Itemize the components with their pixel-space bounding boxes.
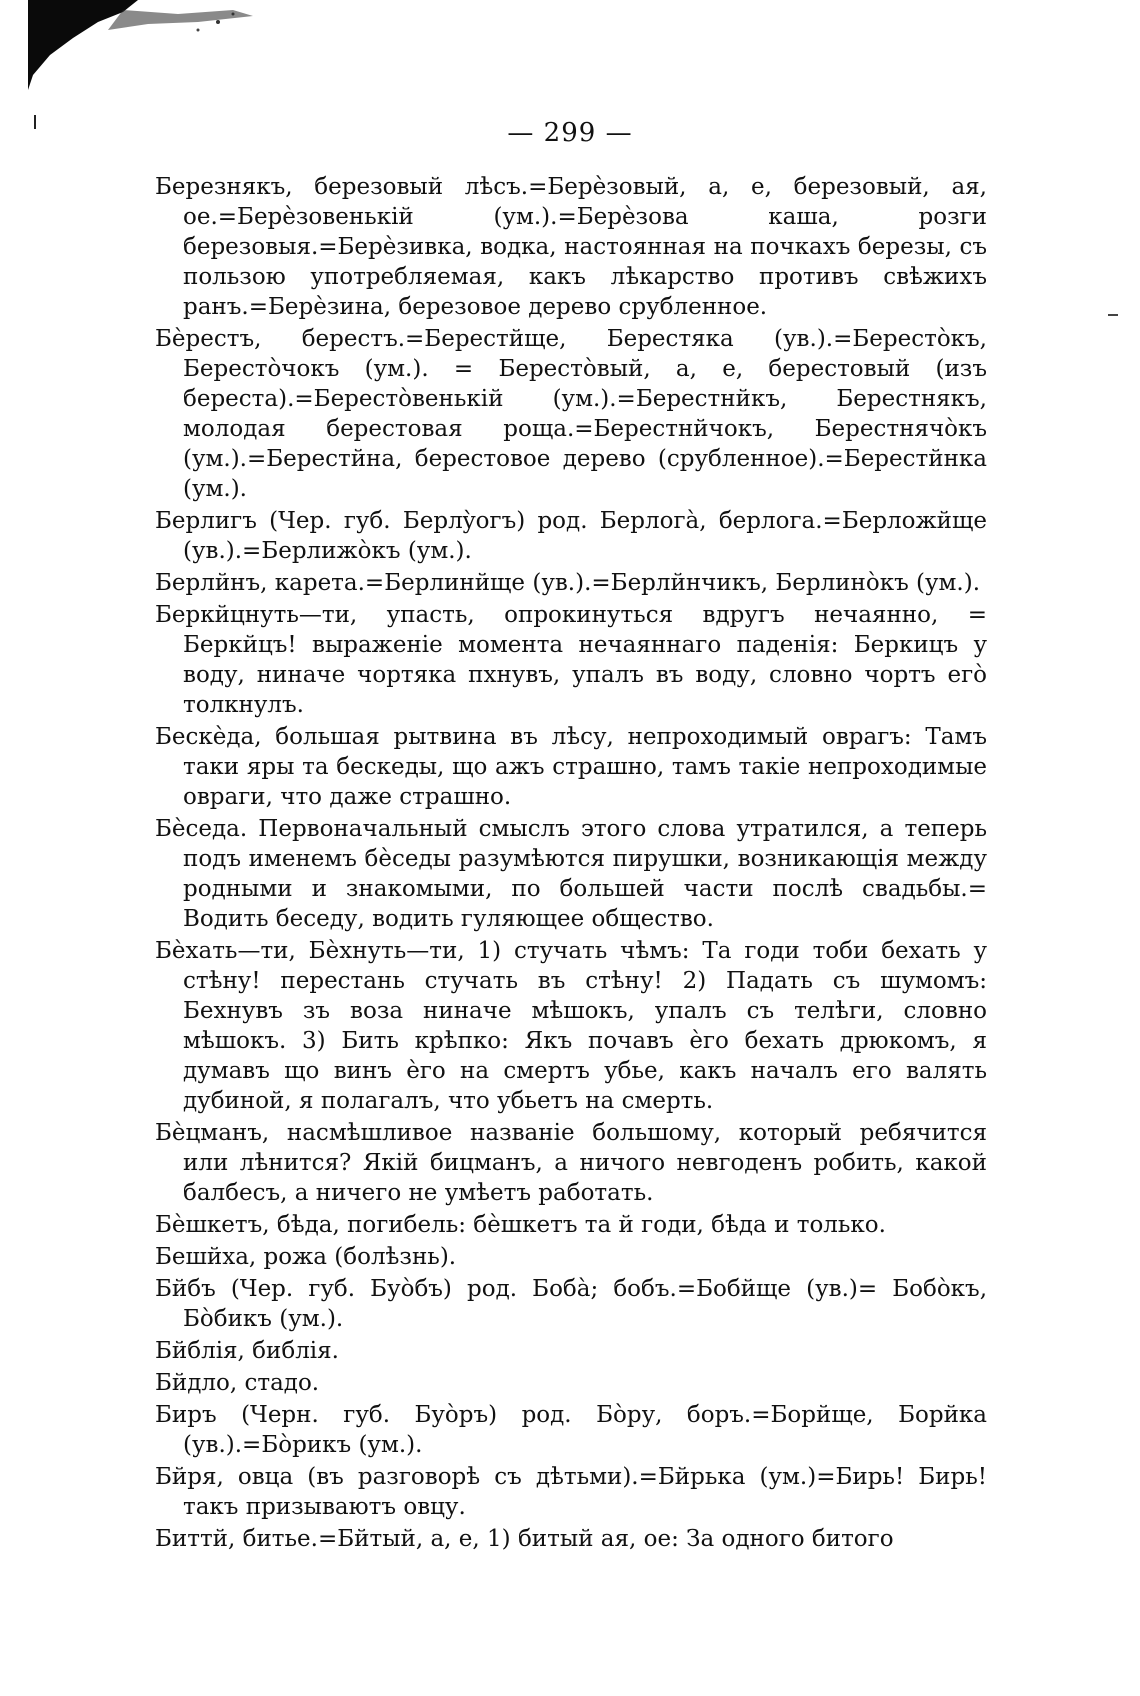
dictionary-entry: Бѐрестъ, берестъ.=Берестйще, Берестяка (ув.).=Берестòкъ, Берестòчокъ (ум.). = Берестòвый, а, е, берестовый (изъ береста).=Берестòвенькій (ум.).=Берестнйкъ, Берестнякъ, молодая берестовая роща.=Берестнйчокъ, Берестнячòкъ (ум.).=Берестйна, берестовое дерево (срубленное).=Берестйнка (ум.). xyxy=(155,326,987,502)
dictionary-entry: Бѐцманъ, насмѣшливое названіе большому, который ребячится или лѣнится? Якій бицманъ, а ничого невгоденъ робить, какой балбесъ, а ничего не умѣетъ работать. xyxy=(155,1120,987,1206)
dictionary-entry: Беркйцнуть—ти, упасть, опрокинуться вдругъ нечаянно, = Беркйцъ! выраженіе момента нечаяннаго паденія: Беркицъ у воду, ниначе чортяка пхнувъ, упалъ въ воду, словно чортъ егò толкнулъ. xyxy=(155,602,987,718)
dictionary-entry: Берлигъ (Чер. губ. Берлỳогъ) род. Берлогà, берлога.=Берложйще (ув.).=Берлижòкъ (ум.). xyxy=(155,508,987,564)
dictionary-entry: Бйдло, стадо. xyxy=(155,1370,320,1396)
dictionary-entry: Бешйха, рожа (болѣзнь). xyxy=(155,1244,457,1270)
dictionary-entry: Берлйнъ, карета.=Берлинйще (ув.).=Берлйнчикъ, Берлинòкъ (ум.). xyxy=(155,570,981,596)
dictionary-entries xyxy=(155,172,987,1556)
dictionary-entry: Бйбъ (Чер. губ. Буòбъ) род. Бобà; бобъ.=Бобйще (ув.)= Бобòкъ, Бòбикъ (ум.). xyxy=(155,1276,987,1332)
dictionary-entry: Бѐхать—ти, Бѐхнуть—ти, 1) стучать чѣмъ: Та годи тоби бехать у стѣну! перестань стучать въ стѣну! 2) Падать съ шумомъ: Бехнувъ зъ воза ниначе мѣшокъ, упалъ съ телѣги, словно мѣшокъ. 3) Бить крѣпко: Якъ почавъ ѐго бехать дрюкомъ, я думавъ що винъ ѐго на смертъ убье, какъ началъ его валять дубиной, я полагалъ, что убьетъ на смерть. xyxy=(155,938,987,1114)
dictionary-entry: Бескѐда, большая рытвина въ лѣсу, непроходимый оврагъ: Тамъ таки яры та бескеды, що ажъ страшно, тамъ такіе непроходимые овраги, что даже страшно. xyxy=(155,724,987,810)
dictionary-entry: Бѐседа. Первоначальный смыслъ этого слова утратился, а теперь подъ именемъ бѐседы разумѣются пирушки, возникающія между родными и знакомыми, по большей части послѣ свадьбы.= Водить беседу, водить гуляющее общество. xyxy=(155,816,987,932)
dictionary-entry: Бѐшкетъ, бѣда, погибель: бѐшкетъ та й годи, бѣда и только. xyxy=(155,1212,886,1238)
page-number: — 299 — xyxy=(507,118,633,148)
dictionary-entry: Биръ (Черн. губ. Буòръ) род. Бòру, боръ.=Борйще, Борйка (ув.).=Бòрикъ (ум.). xyxy=(155,1402,987,1458)
dictionary-entry: Бйря, овца (въ разговорѣ съ дѣтьми).=Бйрька (ум.)=Бирь! Бирь! такъ призываютъ овцу. xyxy=(155,1464,987,1520)
dictionary-entry: Бйблія, библія. xyxy=(155,1338,339,1364)
dictionary-entry: Биттй, битье.=Бйтый, а, е, 1) битый ая, ое: За одного битого xyxy=(155,1526,894,1552)
dictionary-entry: Березнякъ, березовый лѣсъ.=Берѐзовый, а, е, березовый, ая, ое.=Берѐзовенькій (ум.).=Берѐзова каша, розги березовыя.=Берѐзивка, водка, настоянная на почкахъ березы, съ пользою употребляемая, какъ лѣкарство противъ свѣжихъ ранъ.=Берѐзина, березовое дерево срубленное. xyxy=(155,174,987,320)
scan-corner-artifact xyxy=(28,0,258,95)
margin-mark xyxy=(1108,314,1118,316)
